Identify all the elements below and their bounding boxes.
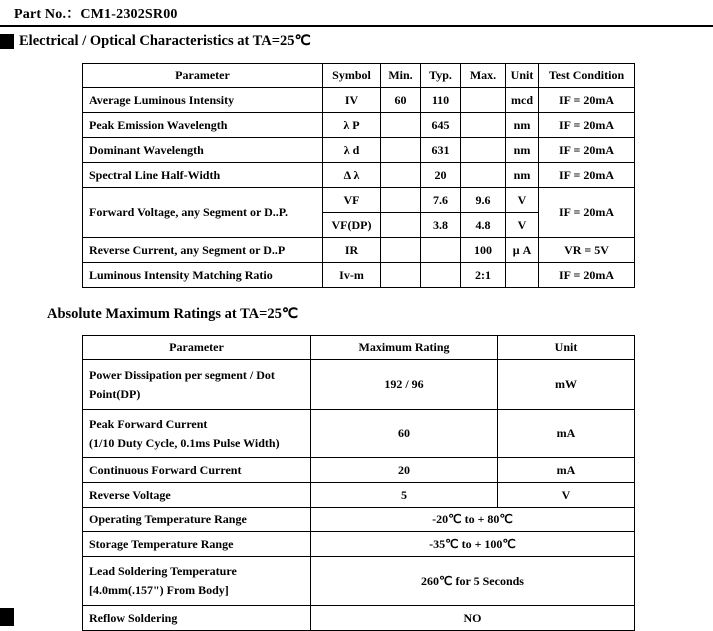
- cell-min: [381, 238, 421, 263]
- header-maximum-rating: Maximum Rating: [311, 336, 498, 360]
- cell-typ: [421, 238, 461, 263]
- cell-symbol: Δ λ: [323, 163, 381, 188]
- row-reflow-soldering: [83, 606, 635, 631]
- cell-min: [381, 213, 421, 238]
- left-edge-bar-top: [0, 34, 14, 49]
- cell-symbol: IR: [323, 238, 381, 263]
- ratings-header-row: [83, 336, 635, 360]
- cell-parameter: Reflow Soldering: [83, 606, 311, 631]
- cell-condition: IF = 20mA: [539, 188, 635, 238]
- row-dominant-wavelength: [83, 138, 635, 163]
- cell-unit: V: [506, 213, 539, 238]
- parameter-line: Peak Forward Current: [89, 416, 208, 431]
- cell-condition: VR = 5V: [539, 238, 635, 263]
- cell-max: 4.8: [461, 213, 506, 238]
- row-luminous-intensity-matching-ratio: [83, 263, 635, 288]
- cell-parameter: [83, 410, 311, 458]
- row-operating-temperature-range: [83, 508, 635, 532]
- row-average-luminous-intensity: [83, 88, 635, 113]
- cell-parameter: Reverse Current, any Segment or D..P: [83, 238, 323, 263]
- cell-condition: IF = 20mA: [539, 88, 635, 113]
- cell-typ: 110: [421, 88, 461, 113]
- parameter-line: Point(DP): [89, 386, 141, 401]
- cell-min: 60: [381, 88, 421, 113]
- row-reverse-voltage: [83, 483, 635, 508]
- header-min: Min.: [381, 64, 421, 88]
- cell-unit: V: [498, 483, 635, 508]
- row-peak-forward-current: [83, 410, 635, 458]
- cell-unit: nm: [506, 113, 539, 138]
- row-forward-voltage-vf: [83, 188, 635, 213]
- row-reverse-current: [83, 238, 635, 263]
- cell-parameter: Dominant Wavelength: [83, 138, 323, 163]
- cell-unit: mA: [498, 458, 635, 483]
- parameter-line: Lead Soldering Temperature: [89, 564, 237, 579]
- cell-unit: [506, 263, 539, 288]
- cell-max: 100: [461, 238, 506, 263]
- cell-typ: 631: [421, 138, 461, 163]
- cell-unit: μ A: [506, 238, 539, 263]
- cell-rating: 20: [311, 458, 498, 483]
- cell-rating: 260℃ for 5 Seconds: [311, 557, 635, 606]
- cell-rating: -20℃ to + 80℃: [311, 508, 635, 532]
- header-unit: Unit: [506, 64, 539, 88]
- cell-unit: nm: [506, 163, 539, 188]
- cell-typ: 645: [421, 113, 461, 138]
- left-edge-bar-bottom: [0, 608, 14, 626]
- row-continuous-forward-current: [83, 458, 635, 483]
- cell-parameter: Spectral Line Half-Width: [83, 163, 323, 188]
- cell-condition: IF = 20mA: [539, 113, 635, 138]
- cell-rating: -35℃ to + 100℃: [311, 532, 635, 557]
- cell-parameter: Average Luminous Intensity: [83, 88, 323, 113]
- header-symbol: Symbol: [323, 64, 381, 88]
- cell-condition: IF = 20mA: [539, 163, 635, 188]
- row-lead-soldering-temperature: [83, 557, 635, 606]
- cell-unit: nm: [506, 138, 539, 163]
- cell-max: [461, 138, 506, 163]
- header-unit: Unit: [498, 336, 635, 360]
- cell-max: 2:1: [461, 263, 506, 288]
- header-test-condition: Test Condition: [539, 64, 635, 88]
- parameter-line: (1/10 Duty Cycle, 0.1ms Pulse Width): [89, 435, 280, 450]
- parameter-line: [4.0mm(.157") From Body]: [89, 583, 229, 597]
- cell-parameter: Storage Temperature Range: [83, 532, 311, 557]
- cell-symbol: IV: [323, 88, 381, 113]
- cell-min: [381, 138, 421, 163]
- cell-rating: 5: [311, 483, 498, 508]
- cell-max: 9.6: [461, 188, 506, 213]
- cell-parameter: Luminous Intensity Matching Ratio: [83, 263, 323, 288]
- cell-typ: [421, 263, 461, 288]
- cell-rating: 192 / 96: [311, 360, 498, 410]
- electrical-section-heading: [0, 33, 713, 50]
- cell-rating: NO: [311, 606, 635, 631]
- header-parameter: Parameter: [83, 336, 311, 360]
- cell-unit: mcd: [506, 88, 539, 113]
- cell-min: [381, 163, 421, 188]
- header-divider: [0, 25, 713, 27]
- row-storage-temperature-range: [83, 532, 635, 557]
- row-peak-emission-wavelength: [83, 113, 635, 138]
- row-spectral-line-half-width: [83, 163, 635, 188]
- cell-parameter: Reverse Voltage: [83, 483, 311, 508]
- electrical-header-row: [83, 64, 635, 88]
- cell-unit: mW: [498, 360, 635, 410]
- cell-symbol: VF: [323, 188, 381, 213]
- cell-max: [461, 88, 506, 113]
- cell-parameter: [83, 360, 311, 410]
- header-typ: Typ.: [421, 64, 461, 88]
- cell-min: [381, 263, 421, 288]
- cell-rating: 60: [311, 410, 498, 458]
- cell-typ: 20: [421, 163, 461, 188]
- cell-unit: mA: [498, 410, 635, 458]
- cell-max: [461, 113, 506, 138]
- cell-condition: IF = 20mA: [539, 138, 635, 163]
- cell-min: [381, 113, 421, 138]
- cell-typ: 3.8: [421, 213, 461, 238]
- part-number: Part No.：CM1-2302SR00: [14, 7, 178, 22]
- cell-max: [461, 163, 506, 188]
- header-max: Max.: [461, 64, 506, 88]
- cell-typ: 7.6: [421, 188, 461, 213]
- cell-parameter: Operating Temperature Range: [83, 508, 311, 532]
- cell-parameter: Peak Emission Wavelength: [83, 113, 323, 138]
- cell-parameter: Forward Voltage, any Segment or D..P.: [83, 188, 323, 238]
- absolute-maximum-ratings-table: [82, 335, 635, 631]
- cell-condition: IF = 20mA: [539, 263, 635, 288]
- cell-symbol: λ d: [323, 138, 381, 163]
- cell-symbol: Iv-m: [323, 263, 381, 288]
- cell-parameter: [83, 557, 311, 606]
- row-power-dissipation: [83, 360, 635, 410]
- section-title-absolute-maximum-ratings: Absolute Maximum Ratings at TA=25℃: [47, 306, 299, 322]
- section-title-electrical: Electrical / Optical Characteristics at TA=25℃: [19, 33, 311, 49]
- cell-min: [381, 188, 421, 213]
- cell-symbol: λ P: [323, 113, 381, 138]
- parameter-line: Power Dissipation per segment / Dot: [89, 367, 275, 382]
- electrical-characteristics-table: [82, 63, 635, 288]
- cell-symbol: VF(DP): [323, 213, 381, 238]
- cell-parameter: Continuous Forward Current: [83, 458, 311, 483]
- cell-unit: V: [506, 188, 539, 213]
- header-parameter: Parameter: [83, 64, 323, 88]
